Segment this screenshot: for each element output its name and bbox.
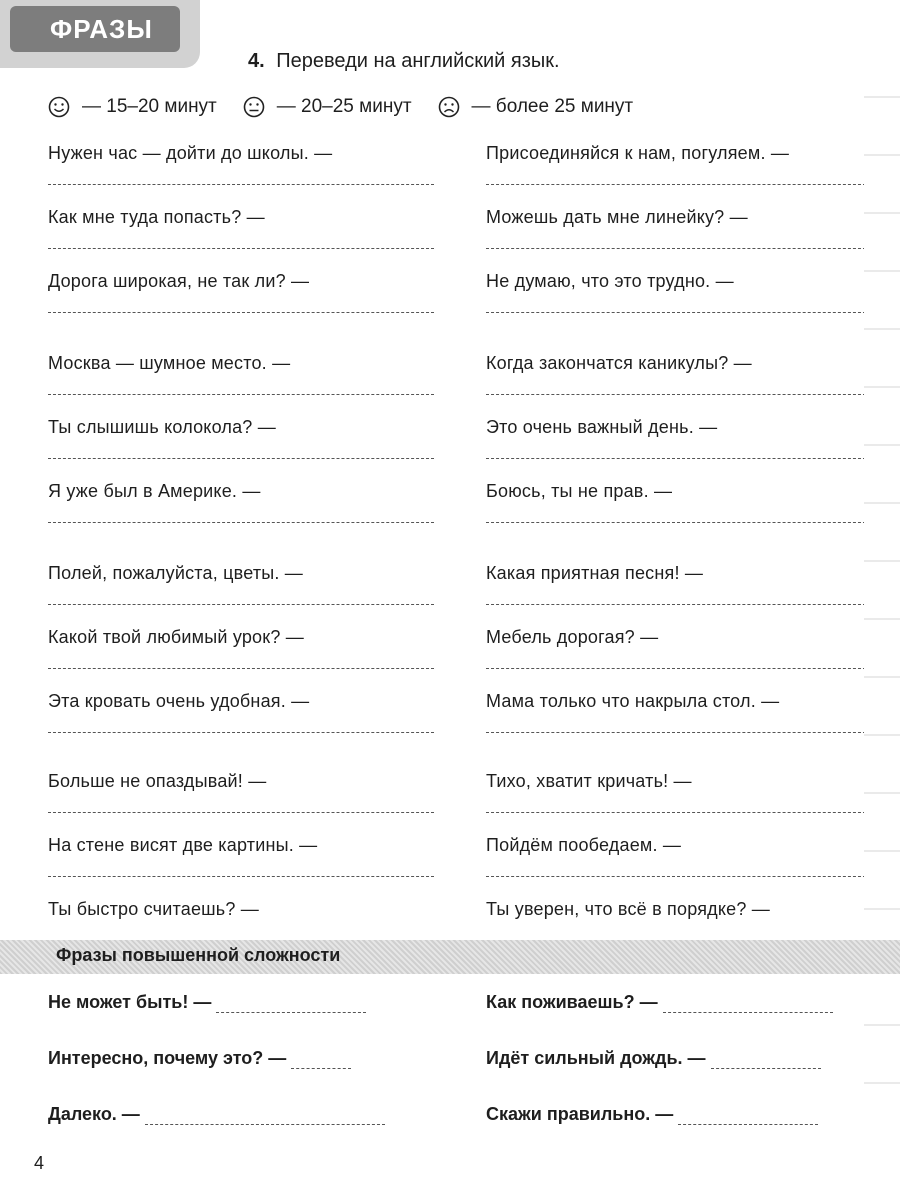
advanced-phrase: Не может быть! — — [48, 992, 434, 1048]
answer-line[interactable] — [216, 994, 366, 1013]
answer-line[interactable] — [486, 248, 866, 249]
advanced-phrase: Идёт сильный дождь. — — [486, 1048, 866, 1104]
answer-line[interactable] — [486, 184, 866, 185]
time-legend — [48, 96, 659, 118]
answer-line[interactable] — [486, 668, 866, 669]
answer-line[interactable] — [486, 522, 866, 523]
sad-face-icon — [438, 96, 460, 118]
task-instruction: Переведи на английский язык. — [276, 50, 560, 72]
phrase-item: Тихо, хватит кричать! — — [486, 768, 866, 832]
page-number: 4 — [34, 1153, 45, 1173]
phrase-item: Боюсь, ты не прав. — — [486, 478, 866, 560]
phrase-item: Это очень важный день. — — [486, 414, 866, 478]
phrase-item: Можешь дать мне линейку? — — [486, 204, 866, 268]
phrase-item: Ты уверен, что всё в порядке? — — [486, 896, 866, 960]
phrase-item: Я уже был в Америке. — — [48, 478, 434, 560]
phrase-item: Ты быстро считаешь? — — [48, 896, 434, 960]
answer-line[interactable] — [486, 312, 866, 313]
answer-line[interactable] — [486, 458, 866, 459]
answer-line[interactable] — [48, 522, 434, 523]
legend-text-slow: — более 25 минут — [471, 96, 634, 117]
advanced-column-left — [48, 992, 434, 1160]
answer-line[interactable] — [48, 184, 434, 185]
advanced-column-right — [486, 992, 866, 1160]
answer-line[interactable] — [48, 312, 434, 313]
phrase-item: Ты слышишь колокола? — — [48, 414, 434, 478]
phrase-item: Мебель дорогая? — — [486, 624, 866, 688]
phrases-column-left — [48, 140, 434, 960]
advanced-section-title: Фразы повышенной сложности — [56, 945, 341, 965]
phrase-item: Москва — шумное место. — — [48, 350, 434, 414]
task-heading — [248, 50, 560, 73]
advanced-phrase: Как поживаешь? — — [486, 992, 866, 1048]
phrase-item: Эта кровать очень удобная. — — [48, 688, 434, 768]
neutral-face-icon — [243, 96, 265, 118]
answer-line[interactable] — [48, 668, 434, 669]
section-tab — [0, 0, 200, 68]
happy-face-icon — [48, 96, 70, 118]
answer-line[interactable] — [663, 994, 833, 1013]
answer-line[interactable] — [678, 1106, 818, 1125]
answer-line[interactable] — [486, 394, 866, 395]
advanced-phrase: Интересно, почему это? — — [48, 1048, 434, 1104]
phrase-item: Присоединяйся к нам, погуляем. — — [486, 140, 866, 204]
phrase-item: На стене висят две картины. — — [48, 832, 434, 896]
phrase-item: Больше не опаздывай! — — [48, 768, 434, 832]
answer-line[interactable] — [48, 394, 434, 395]
phrase-item: Не думаю, что это трудно. — — [486, 268, 866, 350]
task-number: 4. — [248, 50, 265, 72]
legend-text-medium: — 20–25 минут — [276, 96, 412, 117]
phrase-item: Мама только что накрыла стол. — — [486, 688, 866, 768]
answer-line[interactable] — [145, 1106, 385, 1125]
answer-line[interactable] — [486, 876, 866, 877]
phrase-item: Когда закончатся каникулы? — — [486, 350, 866, 414]
phrase-item: Дорога широкая, не так ли? — — [48, 268, 434, 350]
section-tab-label: ФРАЗЫ — [50, 13, 153, 44]
phrase-item: Пойдём пообедаем. — — [486, 832, 866, 896]
advanced-phrase: Далеко. — — [48, 1104, 434, 1160]
answer-line[interactable] — [486, 732, 866, 733]
advanced-section-bar — [0, 940, 900, 974]
phrase-item: Какой твой любимый урок? — — [48, 624, 434, 688]
answer-line[interactable] — [48, 876, 434, 877]
answer-line[interactable] — [486, 812, 866, 813]
phrase-item: Как мне туда попасть? — — [48, 204, 434, 268]
phrase-item: Нужен час — дойти до школы. — — [48, 140, 434, 204]
answer-line[interactable] — [48, 812, 434, 813]
answer-line[interactable] — [48, 458, 434, 459]
answer-line[interactable] — [48, 604, 434, 605]
phrases-column-right — [486, 140, 866, 960]
legend-text-fast: — 15–20 минут — [82, 96, 217, 117]
answer-line[interactable] — [711, 1050, 821, 1069]
answer-line[interactable] — [291, 1050, 351, 1069]
answer-line[interactable] — [48, 248, 434, 249]
advanced-phrase: Скажи правильно. — — [486, 1104, 866, 1160]
phrase-item: Полей, пожалуйста, цветы. — — [48, 560, 434, 624]
answer-line[interactable] — [48, 732, 434, 733]
phrase-item: Какая приятная песня! — — [486, 560, 866, 624]
answer-line[interactable] — [486, 604, 866, 605]
